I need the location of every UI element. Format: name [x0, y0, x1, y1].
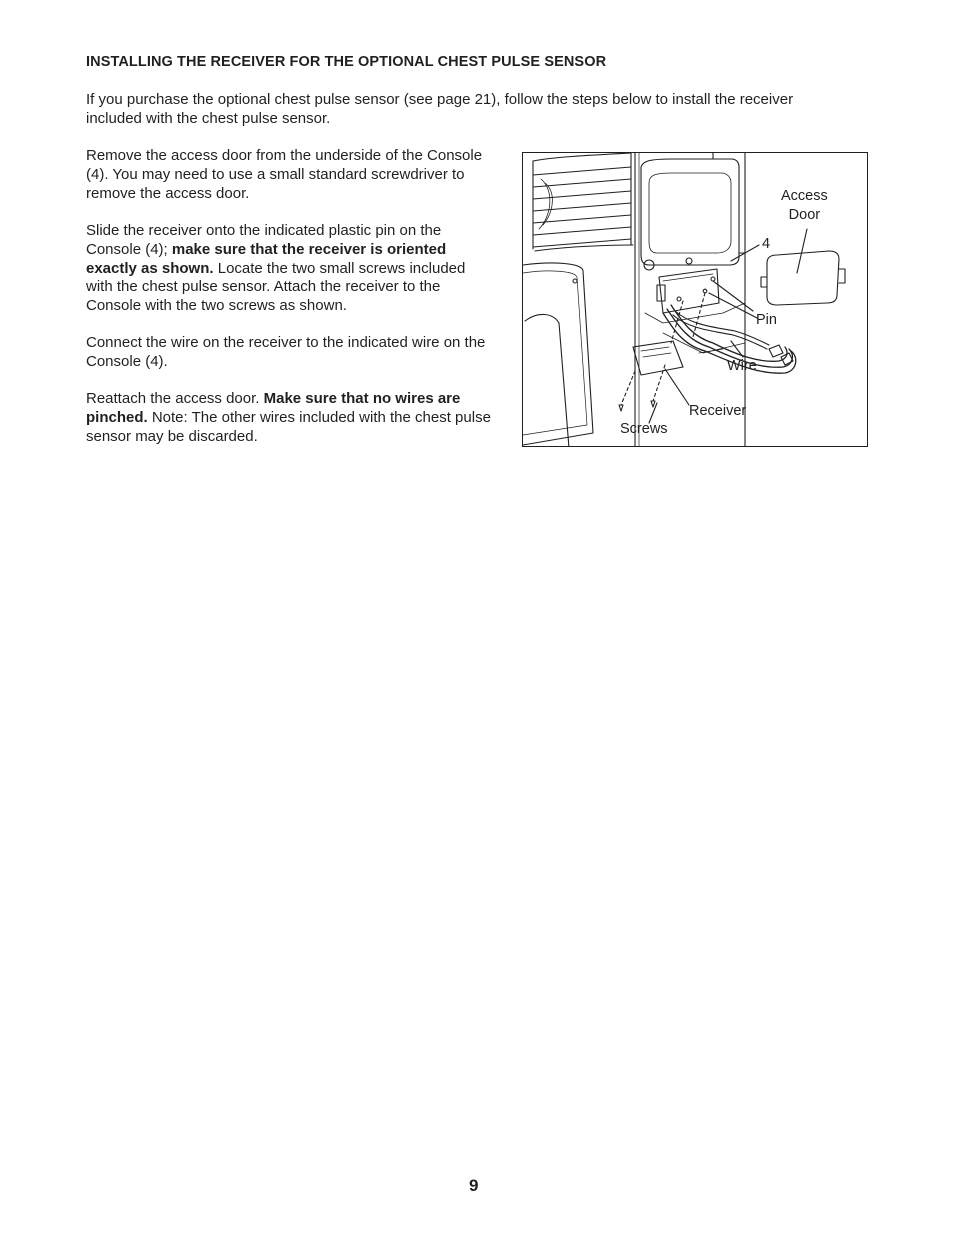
wire-label: Wire — [727, 358, 757, 374]
step1-text: Remove the access door from the underside of the Console (4). You may need to use a small standard screwdriver to remove the access door. — [86, 147, 483, 202]
section-title: INSTALLING THE RECEIVER FOR THE OPTIONAL CHEST PULSE SENSOR — [86, 54, 607, 70]
access-door-label — [781, 187, 828, 224]
intro-paragraph: If you purchase the optional chest pulse sensor (see page 21), follow the steps below to install the receiver included with the chest pulse sensor. — [86, 91, 794, 127]
step2-post: Locate the two small screws included with the chest pulse sensor. Attach the receiver to the Console with the two screws as shown. — [86, 259, 466, 315]
step4-pre: Reattach the access door. — [86, 390, 264, 407]
step-attach-receiver — [86, 222, 491, 316]
grille-slats — [533, 153, 633, 251]
step-connect-wire — [86, 334, 491, 372]
step-reattach-door — [86, 390, 491, 446]
screws-label: Screws — [620, 421, 668, 437]
receiver-label: Receiver — [689, 403, 747, 419]
step-remove-access-door — [86, 147, 491, 203]
page-number: 9 — [469, 1176, 479, 1195]
step2-bold: make sure that the receiver is oriented exactly as shown. — [86, 240, 447, 277]
pin-label: Pin — [756, 312, 777, 328]
step3-text: Connect the wire on the receiver to the indicated wire on the Console (4). — [86, 334, 486, 370]
receiver-installation-diagram — [522, 152, 868, 447]
access-door-label-line1: Access — [781, 188, 828, 204]
step2-pre: Slide the receiver onto the indicated plastic pin on the Console (4); — [86, 222, 442, 258]
step4-post: Note: The other wires included with the chest pulse sensor may be discarded. — [86, 408, 491, 445]
console-number-label: 4 — [762, 236, 771, 252]
step4-bold: Make sure that no wires are pinched. — [86, 390, 461, 426]
access-door-label-line2: Door — [788, 206, 821, 223]
